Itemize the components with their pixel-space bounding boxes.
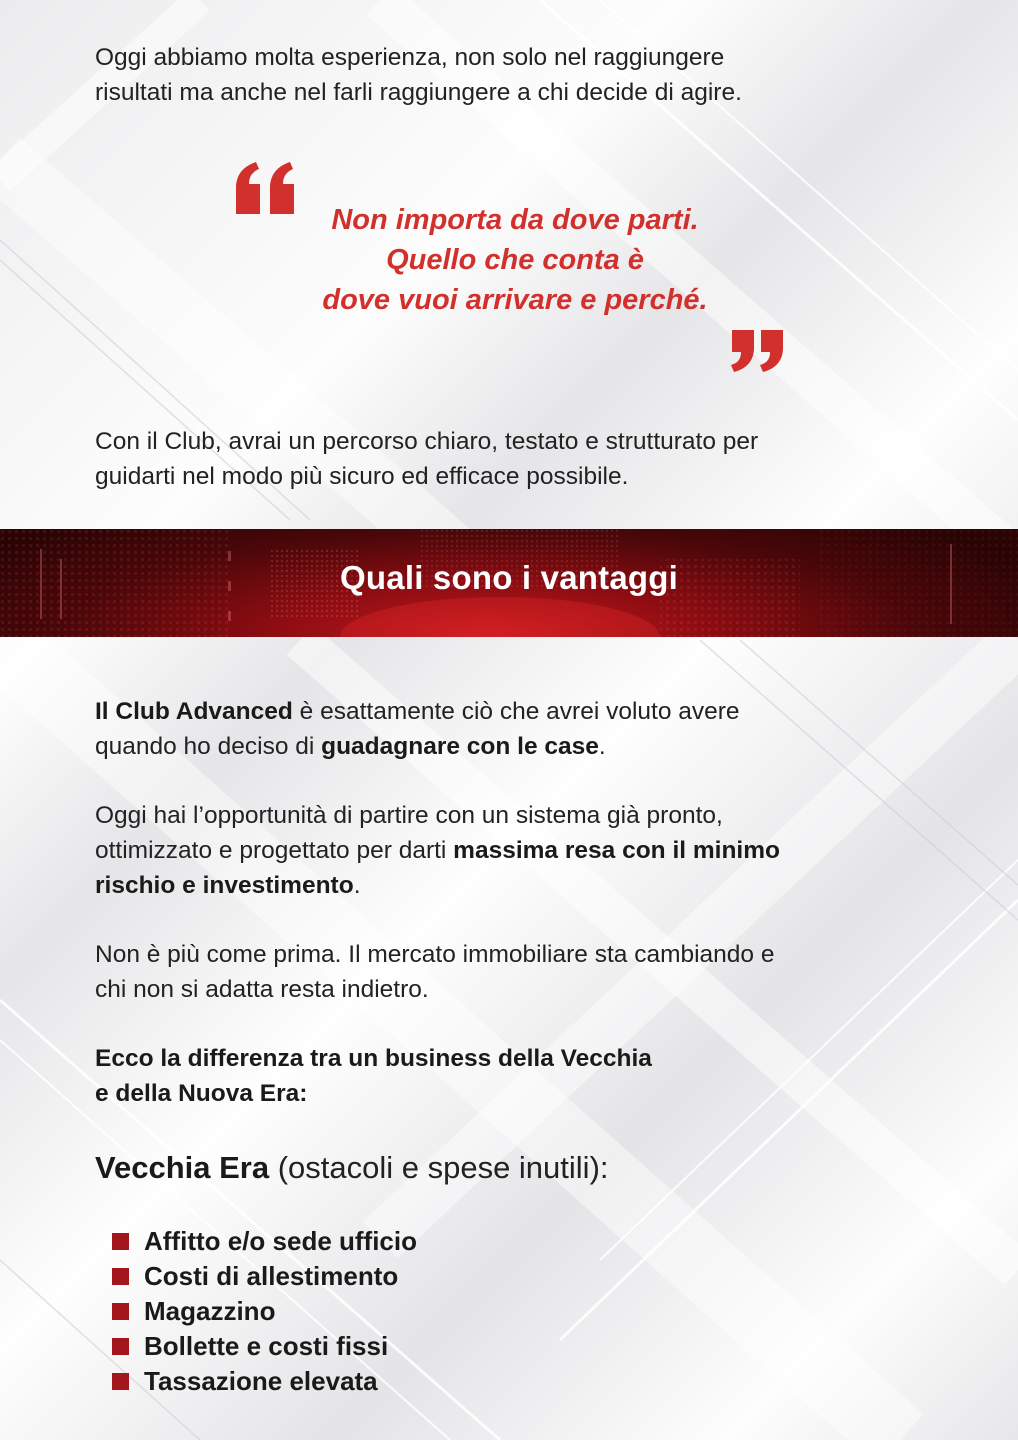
intro-line-2: risultati ma anche nel farli raggiungere a chi decide di agire. <box>95 79 742 106</box>
quote-text <box>250 200 780 320</box>
intro-paragraph <box>95 40 925 110</box>
quote-line-2: Quello che conta è <box>386 244 644 276</box>
p2-text-3: . <box>353 872 361 899</box>
p3-line-2: chi non si adatta resta indietro. <box>95 976 429 1003</box>
list-item-label: Tassazione elevata <box>144 1366 378 1396</box>
club-line-1: Con il Club, avrai un percorso chiaro, testato e strutturato per <box>95 428 759 455</box>
list-item <box>112 1294 417 1329</box>
p2-text-1: Oggi hai l’opportunità di partire con un sistema già pronto, <box>95 802 723 829</box>
square-bullet-icon <box>112 1268 129 1285</box>
section-banner <box>0 529 1018 637</box>
quote-line-3: dove vuoi arrivare e perché. <box>322 284 708 316</box>
list-item <box>112 1364 417 1399</box>
p1-text-3: . <box>598 733 606 760</box>
club-paragraph <box>95 424 925 494</box>
advantages-paragraph-3 <box>95 937 925 1007</box>
square-bullet-icon <box>112 1373 129 1390</box>
square-bullet-icon <box>112 1338 129 1355</box>
list-item <box>112 1329 417 1364</box>
p1-text-2: quando ho deciso di <box>95 733 322 760</box>
list-item <box>112 1259 417 1294</box>
intro-line-1: Oggi abbiamo molta esperienza, non solo nel raggiungere <box>95 44 725 71</box>
advantages-paragraph-1 <box>95 694 925 764</box>
close-quote-icon <box>730 330 786 372</box>
old-era-title-bold: Vecchia Era <box>95 1150 270 1185</box>
banner-title: Quali sono i vantaggi <box>340 559 678 596</box>
p3-line-1: Non è più come prima. Il mercato immobiliare sta cambiando e <box>95 941 775 968</box>
list-item-label: Bollette e costi fissi <box>144 1331 389 1361</box>
p1-text-1: è esattamente ciò che avrei voluto avere <box>292 698 740 725</box>
club-advanced-bold: Il Club Advanced <box>95 698 293 725</box>
list-item-label: Magazzino <box>144 1296 276 1326</box>
subhead-line-1: Ecco la differenza tra un business della Vecchia <box>95 1045 652 1072</box>
old-era-title <box>95 1150 609 1186</box>
quote-line-1: Non importa da dove parti. <box>331 204 699 236</box>
square-bullet-icon <box>112 1303 129 1320</box>
old-era-list <box>112 1224 417 1399</box>
advantages-paragraph-2 <box>95 798 925 903</box>
list-item <box>112 1224 417 1259</box>
club-line-2: guidarti nel modo più sicuro ed efficace possibile. <box>95 463 629 490</box>
comparison-subheading <box>95 1041 795 1111</box>
p1-bold-2: guadagnare con le case <box>321 733 599 760</box>
list-item-label: Affitto e/o sede ufficio <box>144 1226 417 1256</box>
p2-bold-1: massima resa con il minimo <box>453 837 780 864</box>
old-era-title-rest: (ostacoli e spese inutili): <box>269 1150 609 1185</box>
subhead-line-2: e della Nuova Era: <box>95 1080 308 1107</box>
list-item-label: Costi di allestimento <box>144 1261 399 1291</box>
p2-bold-2: rischio e investimento <box>95 872 354 899</box>
square-bullet-icon <box>112 1233 129 1250</box>
p2-text-2: ottimizzato e progettato per darti <box>95 837 454 864</box>
